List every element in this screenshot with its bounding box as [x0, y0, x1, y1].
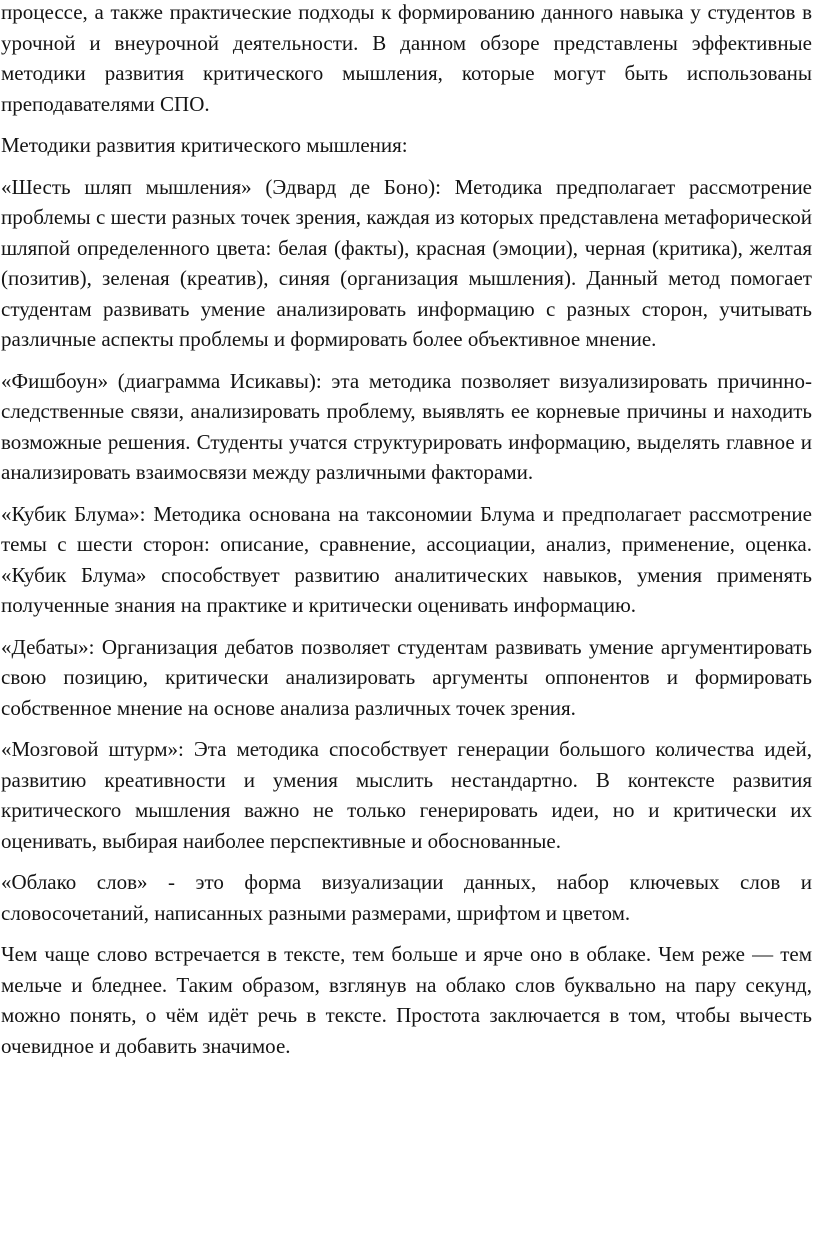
methods-heading-paragraph: Методики развития критического мышления:	[1, 133, 408, 157]
bloom-cube-paragraph: «Кубик Блума»: Методика основана на таксономии Блума и предполагает рассмотрение темы с шести сторон: описание, сравнение, ассоциации, анализ, применение, оценка. «Кубик Блума» способствует развитию аналитических навыков, умения применять полученные знания на практике и критически оценивать информацию.	[1, 501, 812, 617]
intro-paragraph: процессе, а также практические подходы к формированию данного навыка у студентов в урочной и внеурочной деятельности. В данном обзоре представлены эффективные методики развития критического мышления, которые могут быть использованы преподавателями СПО.	[1, 0, 812, 116]
brainstorm-paragraph: «Мозговой штурм»: Эта методика способствует генерации большого количества идей, развитию креативности и умения мыслить нестандартно. В контексте развития критического мышления важно не только генерировать идеи, но и критически их оценивать, выбирая наиболее перспективные и обоснованные.	[1, 737, 812, 853]
word-cloud-paragraph: «Облако слов» - это форма визуализации данных, набор ключевых слов и словосочетаний, написанных разными размерами, шрифтом и цветом.	[1, 870, 812, 925]
debates-paragraph: «Дебаты»: Организация дебатов позволяет студентам развивать умение аргументировать свою позицию, критически анализировать аргументы оппонентов и формировать собственное мнение на основе анализа различных точек зрения.	[1, 634, 812, 720]
word-cloud-explanation-paragraph: Чем чаще слово встречается в тексте, тем больше и ярче оно в облаке. Чем реже — тем мельче и бледнее. Таким образом, взглянув на облако слов буквально на пару секунд, можно понять, о чём идёт речь в тексте. Простота заключается в том, чтобы вычесть очевидное и добавить значимое.	[1, 942, 812, 1058]
six-hats-paragraph: «Шесть шляп мышления» (Эдвард де Боно): Методика предполагает рассмотрение проблемы с шести разных точек зрения, каждая из которых представлена метафорической шляпой определенного цвета: белая (факты), красная (эмоции), черная (критика), желтая (позитив), зеленая (креатив), синяя (организация мышления). Данный метод помогает студентам развивать умение анализировать информацию с разных сторон, учитывать различные аспекты проблемы и формировать более объективное мнение.	[1, 174, 812, 351]
fishbone-paragraph: «Фишбоун» (диаграмма Исикавы): эта методика позволяет визуализировать причинно-следственные связи, анализировать проблему, выявлять ее корневые причины и находить возможные решения. Студенты учатся структурировать информацию, выделять главное и анализировать взаимосвязи между различными факторами.	[1, 368, 812, 484]
